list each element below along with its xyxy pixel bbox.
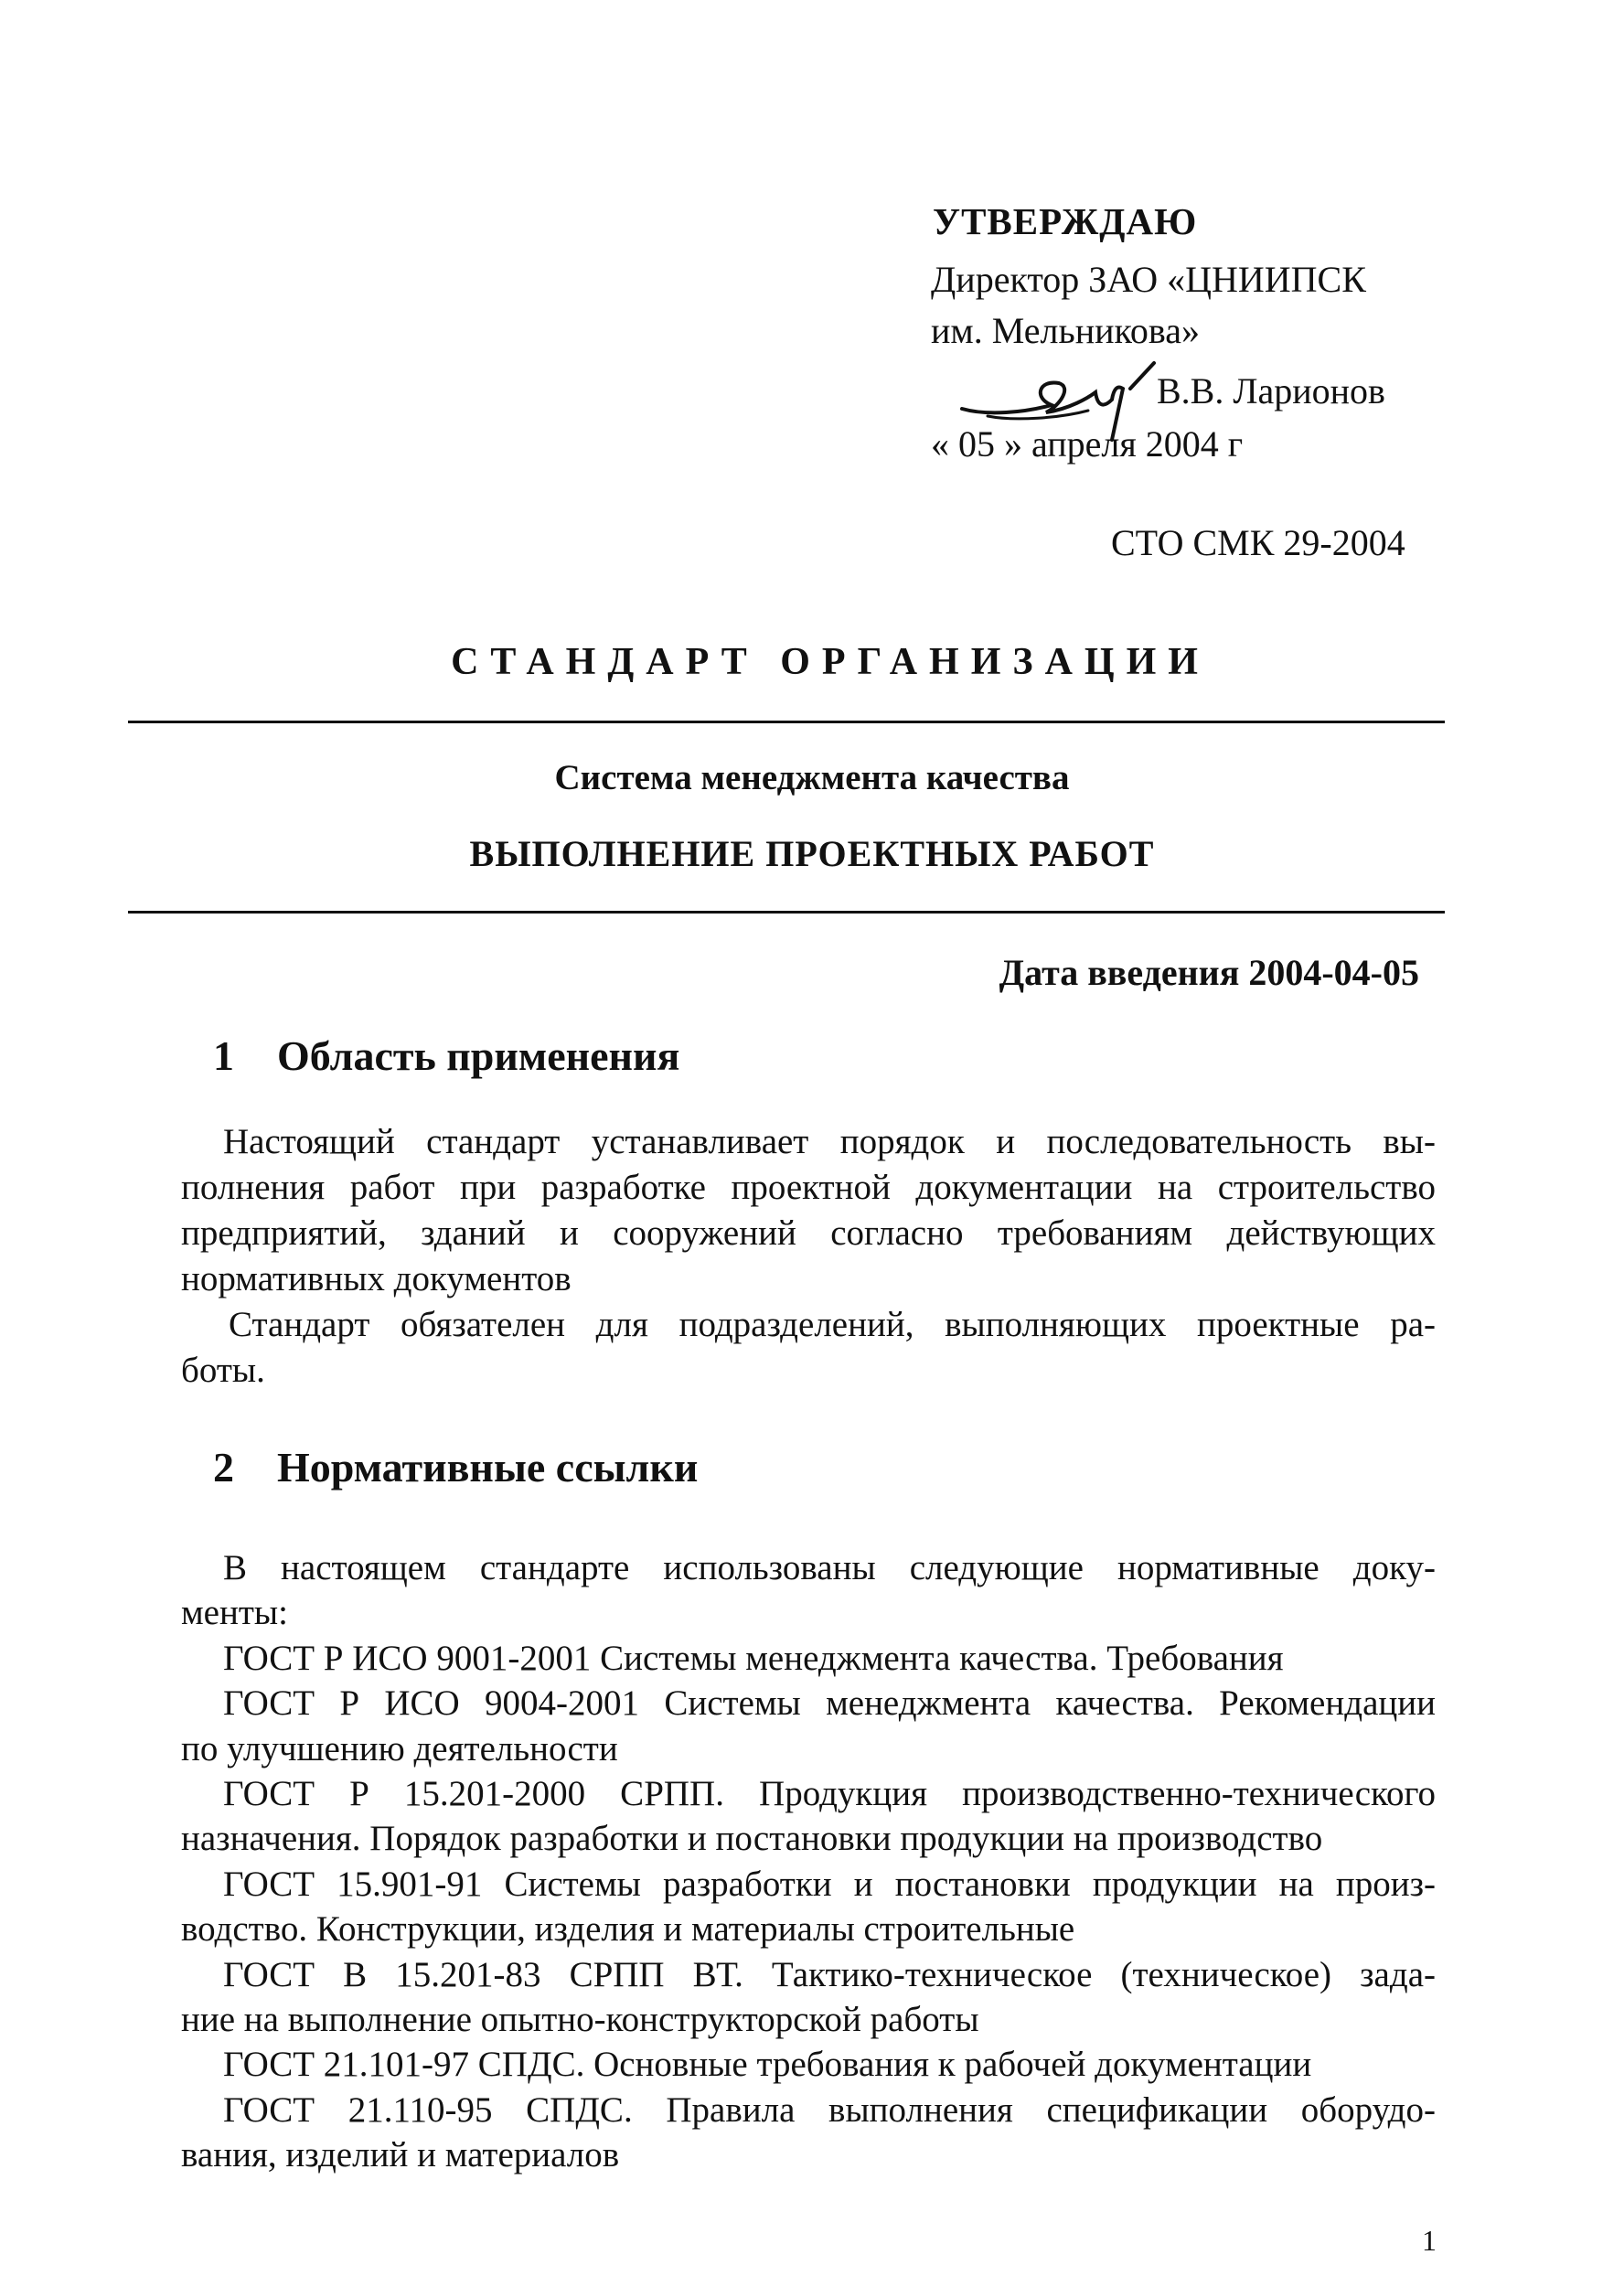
text-line: предприятий, зданий и сооружений согласно требованиям действующих <box>181 1213 1436 1253</box>
reference-item: ГОСТ В 15.201-83 СРПП ВТ. Тактико-техническое (техническое) зада- <box>223 1954 1436 1994</box>
section-title: Нормативные ссылки <box>277 1444 699 1491</box>
page-number: 1 <box>1422 2224 1437 2257</box>
approval-heading: УТВЕРЖДАЮ <box>933 200 1198 242</box>
text-line: менты: <box>181 1593 288 1633</box>
introduction-date: Дата введения 2004-04-05 <box>999 952 1419 993</box>
reference-item: ГОСТ 21.110-95 СПДС. Правила выполнения спецификации оборудо- <box>223 2089 1436 2130</box>
reference-item: ГОСТ 15.901-91 Системы разработки и постановки продукции на произ- <box>223 1864 1436 1904</box>
text-line: Настоящий стандарт устанавливает порядок и последовательность вы- <box>223 1122 1436 1161</box>
approval-name: В.В. Ларионов <box>1157 370 1385 411</box>
text-line: назначения. Порядок разработки и постановки продукции на производство <box>181 1819 1323 1859</box>
document-title: ВЫПОЛНЕНИЕ ПРОЕКТНЫХ РАБОТ <box>469 833 1155 874</box>
approval-date: « 05 » апреля 2004 г <box>931 423 1244 465</box>
approval-organization: им. Мельникова» <box>931 310 1201 351</box>
text-line: В настоящем стандарте использованы следующие нормативные доку- <box>223 1548 1436 1587</box>
section-title: Область применения <box>277 1032 680 1079</box>
text-line: полнения работ при разработке проектной документации на строительство <box>181 1168 1436 1207</box>
text-line: Стандарт обязателен для подразделений, выполняющих проектные ра- <box>229 1305 1436 1344</box>
bottom-divider <box>128 911 1445 914</box>
reference-item: ГОСТ Р 15.201-2000 СРПП. Продукция производственно-технического <box>223 1774 1436 1814</box>
reference-item: ГОСТ Р ИСО 9004-2001 Системы менеджмента качества. Рекомендации <box>223 1683 1436 1724</box>
section-number: 1 <box>213 1032 234 1079</box>
document-subtitle: Система менеджмента качества <box>554 758 1070 797</box>
text-line: ние на выполнение опытно-конструкторской работы <box>181 2000 979 2040</box>
section-2-heading <box>213 1443 698 1491</box>
text-line: нормативных документов <box>181 1259 572 1298</box>
text-line: вания, изделий и материалов <box>181 2135 620 2175</box>
section-1-heading <box>213 1031 679 1080</box>
reference-item: ГОСТ 21.101-97 СПДС. Основные требования к рабочей документации <box>223 2045 1312 2085</box>
text-line: по улучшению деятельности <box>181 1728 618 1768</box>
reference-item: ГОСТ Р ИСО 9001-2001 Системы менеджмента качества. Требования <box>223 1638 1284 1678</box>
document-code: СТО СМК 29-2004 <box>1111 522 1405 563</box>
document-type: СТАНДАРТ ОРГАНИЗАЦИИ <box>451 641 1210 683</box>
text-line: боты. <box>181 1351 265 1390</box>
section-number: 2 <box>213 1444 234 1491</box>
section-1-paragraph-1 <box>181 1119 1436 1302</box>
approval-position: Директор ЗАО «ЦНИИПСК <box>931 259 1366 300</box>
text-line: водство. Конструкции, изделия и материалы строительные <box>181 1909 1075 1950</box>
section-1-paragraph-2 <box>181 1302 1436 1394</box>
top-divider <box>128 721 1445 723</box>
section-2-reference-list <box>181 1545 1436 2178</box>
